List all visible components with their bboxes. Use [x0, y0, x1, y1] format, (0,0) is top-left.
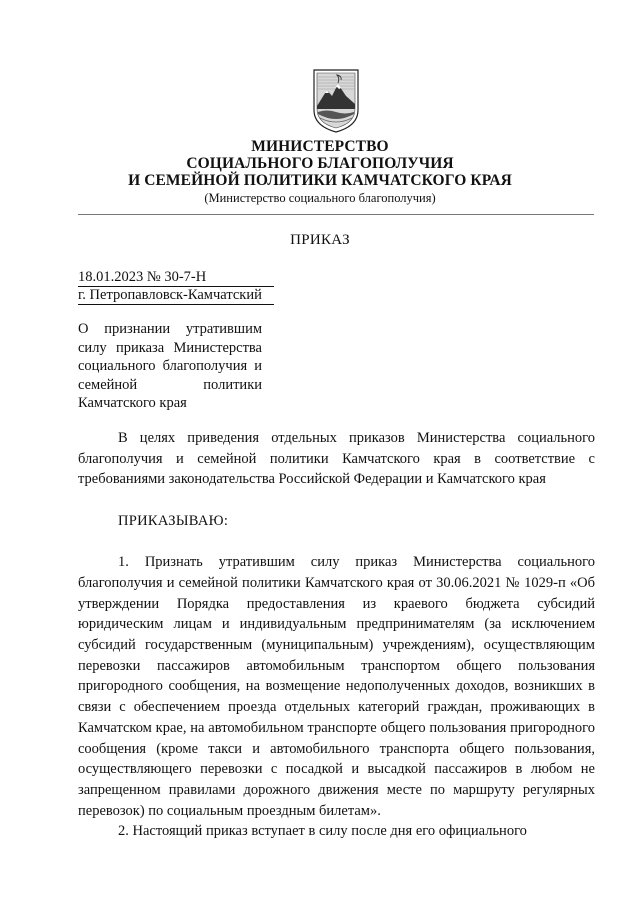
item-paragraph-2: 2. Настоящий приказ вступает в силу после дня его официального: [118, 823, 527, 840]
ministry-title-line-1: МИНИСТЕРСТВО: [251, 138, 389, 155]
kamchatka-coat-of-arms-icon: [310, 66, 362, 134]
document-type: ПРИКАЗ: [290, 232, 350, 248]
date-number: 18.01.2023 № 30-7-Н: [78, 269, 274, 287]
ministry-title-line-2: СОЦИАЛЬНОГО БЛАГОПОЛУЧИЯ: [186, 155, 454, 172]
order-word: ПРИКАЗЫВАЮ:: [118, 512, 229, 529]
document-body: [78, 428, 595, 842]
header-divider: [78, 214, 594, 215]
ministry-header: [0, 138, 640, 206]
document-subject: О признании утратившим силу приказа Министерства социального благополучия и семейной политики Камчатского края: [78, 321, 262, 411]
ministry-short-name: (Министерство социального благополучия): [204, 191, 436, 205]
document-meta: [78, 269, 274, 305]
ministry-title-line-3: И СЕМЕЙНОЙ ПОЛИТИКИ КАМЧАТСКОГО КРАЯ: [128, 172, 512, 189]
item-paragraph-1: 1. Признать утратившим силу приказ Министерства социального благополучия и семейной политики Камчатского края от 30.06.2021 № 1029-п «Об утверждении Порядка предоставления из краевого бюджета субсидий юридическим лицам и индивидуальным предпринимателям (за исключением субсидий государственным (муниципальным) учреждениям), осуществляющим перевозки пассажиров автомобильным транспортом общего пользования пригородного сообщения, на возмещение недополученных доходов, возникших в связи с обеспечением проезда отдельных категорий граждан, проживающих в Камчатском крае, на автомобильном транспорте общего пользования пригородного сообщения (кроме такси и автомобильного транспорта общего пользования, осуществляющего перевозки с посадкой и высадкой пассажиров в любом не запрещенном правилами дорожного движения месте по маршруту регулярных перевозок) по социальным проездным билетам».: [78, 554, 595, 819]
city: г. Петропавловск-Камчатский: [78, 287, 274, 305]
preamble-paragraph: В целях приведения отдельных приказов Министерства социального благополучия и семейной политики Камчатского края в соответствие с требованиями законодательства Российской Федерации и Камчатского края: [78, 430, 595, 488]
